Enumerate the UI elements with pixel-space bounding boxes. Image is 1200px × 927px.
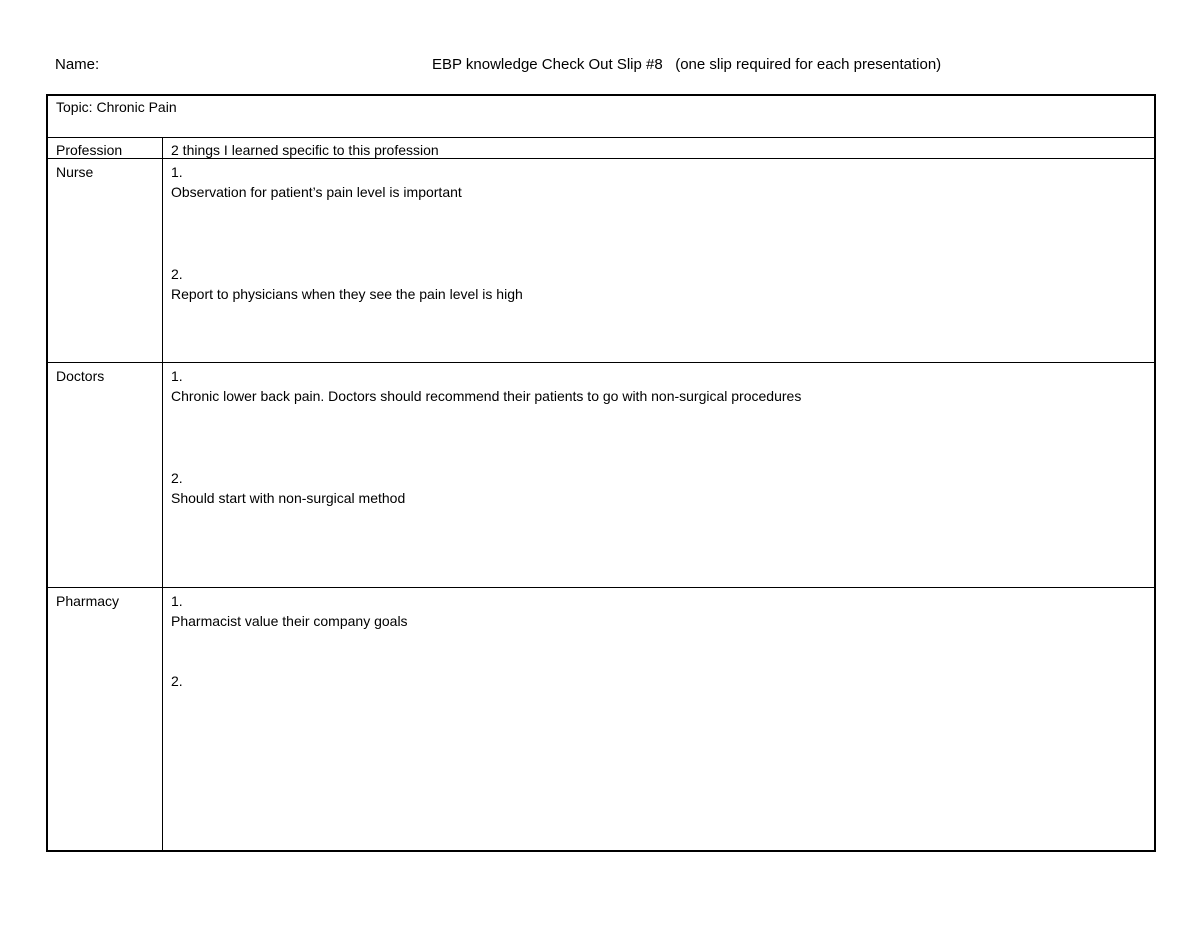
column-divider [162,138,163,850]
profession-nurse: Nurse [56,164,94,180]
item-text: Chronic lower back pain. Doctors should recommend their patients to go with non-surgical procedures [171,388,802,404]
header-row-divider [48,158,1154,159]
learned-cell-pharmacy [171,591,1144,691]
check-out-slip-table [46,94,1156,852]
item-number: 1. [171,368,183,384]
name-label: Name: [55,56,100,73]
item-number: 2. [171,470,183,486]
item-text: Should start with non-surgical method [171,490,406,506]
item-number: 2. [171,673,183,689]
row-divider [48,362,1154,363]
learned-cell-nurse [171,162,1144,304]
slip-title: EBP knowledge Check Out Slip #8 (one slip required for each presentation) [432,56,942,73]
topic-text: Topic: Chronic Pain [56,99,177,115]
item-number: 2. [171,266,183,282]
profession-pharmacy: Pharmacy [56,593,120,609]
item-text: Report to physicians when they see the pain level is high [171,286,523,302]
row-divider [48,587,1154,588]
item-number: 1. [171,593,183,609]
learned-cell-doctors [171,366,1144,508]
learned-column-header: 2 things I learned specific to this profession [171,142,439,158]
profession-doctors: Doctors [56,368,105,384]
item-text: Pharmacist value their company goals [171,613,408,629]
profession-column-header: Profession [56,142,123,158]
item-text: Observation for patient’s pain level is important [171,184,462,200]
item-number: 1. [171,164,183,180]
topic-row [48,96,1154,138]
